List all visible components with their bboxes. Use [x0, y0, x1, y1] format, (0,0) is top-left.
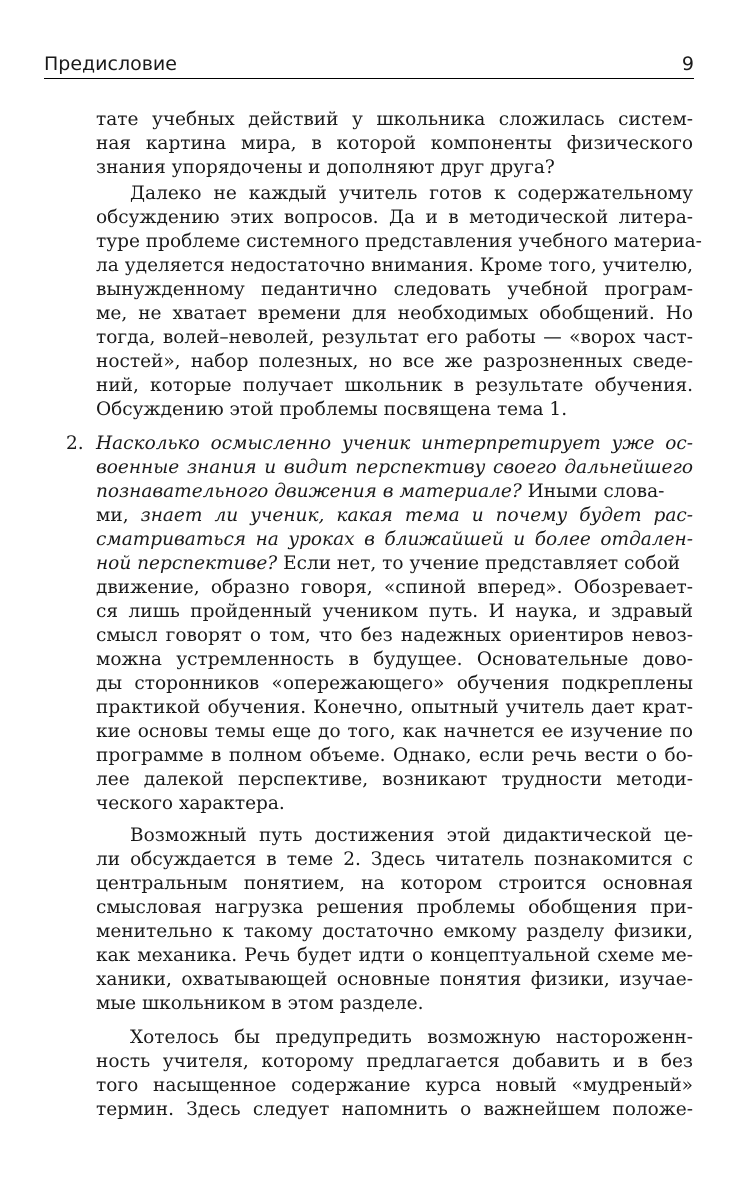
text-run: термин. Здесь следует напомнить о важнейшем положе- [96, 1099, 693, 1120]
text-line [96, 503, 693, 529]
text-line [96, 743, 693, 769]
text-line [96, 131, 693, 157]
text-line [96, 155, 693, 181]
text-run: Возможный путь достижения этой дидактической це- [130, 825, 693, 846]
text-run: ды сторонников «опережающего» обучения подкреплены [96, 673, 693, 694]
text-run: туре проблеме системного представления учебного материа- [96, 231, 702, 252]
text-run: Далеко не каждый учитель готов к содержательному [130, 183, 693, 204]
text-line [96, 431, 693, 457]
text-run: ми, [96, 505, 141, 526]
text-line [96, 277, 693, 303]
text-line [96, 253, 693, 279]
text-run: ся лишь пройденный учеником путь. И наука, и здравый [96, 601, 693, 622]
text-run: ческого характера. [96, 793, 285, 814]
text-line [96, 919, 693, 945]
text-run: ла уделяется недостаточно внимания. Кроме того, учителю, [96, 255, 693, 276]
text-run: ли обсуждается в теме 2. Здесь читатель познакомится с [96, 849, 693, 870]
text-line [96, 943, 693, 969]
text-run: практикой обучения. Конечно, опытный учитель дает крат- [96, 697, 693, 718]
text-line [96, 599, 693, 625]
text-run: смысл говорят о том, что без надежных ориентиров невоз- [96, 625, 693, 646]
list-marker: 2. [66, 433, 84, 454]
text-run: кие основы темы еще до того, как начнется ее изучение по [96, 721, 693, 742]
text-run: менительно к такому достаточно емкому разделу физики, [96, 921, 693, 942]
text-run: смысловая нагрузка решения проблемы обобщения при- [96, 897, 693, 918]
text-line [96, 719, 693, 745]
italic-text: знает ли ученик, какая тема и почему будет рас- [140, 505, 693, 526]
text-line [96, 455, 693, 481]
text-run: центральным понятием, на котором строится основная [96, 873, 693, 894]
text-line [96, 967, 693, 993]
text-line [96, 767, 693, 793]
text-run: программе в полном объеме. Однако, если речь вести о бо- [96, 745, 693, 766]
page-number: 9 [681, 53, 694, 75]
text-line [130, 823, 693, 849]
text-line [96, 895, 693, 921]
text-line [96, 107, 693, 133]
text-line [96, 847, 693, 873]
text-line [96, 791, 693, 817]
text-run: ностей», набор полезных, но все же разрозненных сведе- [96, 351, 693, 372]
italic-text: военные знания и видит перспективу своего дальнейшего [96, 457, 693, 478]
text-line [96, 871, 693, 897]
text-line [96, 1097, 693, 1123]
text-run: можна устремленность в будущее. Основательные дово- [96, 649, 693, 670]
running-title: Предисловие [44, 53, 177, 75]
text-line [96, 349, 693, 375]
text-run: Если нет, то учение представляет собой [277, 553, 681, 574]
text-run: знания упорядочены и дополняют друг друга? [96, 157, 555, 178]
text-line [96, 1073, 693, 1099]
text-run: ний, которые получает школьник в результате обучения. [96, 375, 693, 396]
text-line [96, 397, 693, 423]
text-run: ханики, охватывающей основные понятия физики, изучае- [96, 969, 693, 990]
text-line [96, 301, 693, 327]
text-line [96, 551, 693, 577]
text-line [96, 647, 693, 673]
text-line [96, 575, 693, 601]
italic-text: сматриваться на уроках в ближайшей и более отдален- [96, 529, 693, 550]
text-run: мые школьником в этом разделе. [96, 993, 424, 1014]
text-line [96, 991, 693, 1017]
text-run: того насыщенное содержание курса новый «мудреный» [96, 1075, 693, 1096]
text-run: тате учебных действий у школьника сложилась систем- [96, 109, 693, 130]
text-run: ность учителя, которому предлагается добавить и в без [96, 1051, 693, 1072]
running-header [44, 52, 694, 79]
text-line [96, 479, 693, 505]
text-line [96, 695, 693, 721]
text-line [96, 205, 693, 231]
italic-text: Насколько осмысленно ученик интерпретирует уже ос- [96, 433, 693, 454]
text-line [96, 671, 693, 697]
text-run: движение, образно говоря, «спиной вперед». Обозревает- [96, 577, 693, 598]
text-run: Иными слова- [521, 481, 665, 502]
text-line [96, 229, 702, 255]
text-run: обсуждению этих вопросов. Да и в методической литера- [96, 207, 693, 228]
text-line [96, 325, 693, 351]
text-run: тогда, волей–неволей, результат его работы — «ворох част- [96, 327, 693, 348]
text-line [96, 527, 693, 553]
text-run: как механика. Речь будет идти о концептуальной схеме ме- [96, 945, 693, 966]
italic-text: ной перспективе? [96, 553, 278, 574]
text-run: ная картина мира, в которой компоненты физического [96, 133, 693, 154]
text-line [130, 181, 693, 207]
text-line [96, 623, 693, 649]
text-line [96, 373, 693, 399]
text-run: ме, не хватает времени для необходимых обобщений. Но [96, 303, 693, 324]
text-line [96, 1049, 693, 1075]
text-run: Хотелось бы предупредить возможную настороженн- [130, 1027, 693, 1048]
text-run: Обсуждению этой проблемы посвящена тема 1. [96, 399, 568, 420]
italic-text: познавательного движения в материале? [96, 481, 522, 502]
text-run: вынужденному педантично следовать учебной програм- [96, 279, 693, 300]
text-run: лее далекой перспективе, возникают трудности методи- [96, 769, 693, 790]
text-line [130, 1025, 693, 1051]
